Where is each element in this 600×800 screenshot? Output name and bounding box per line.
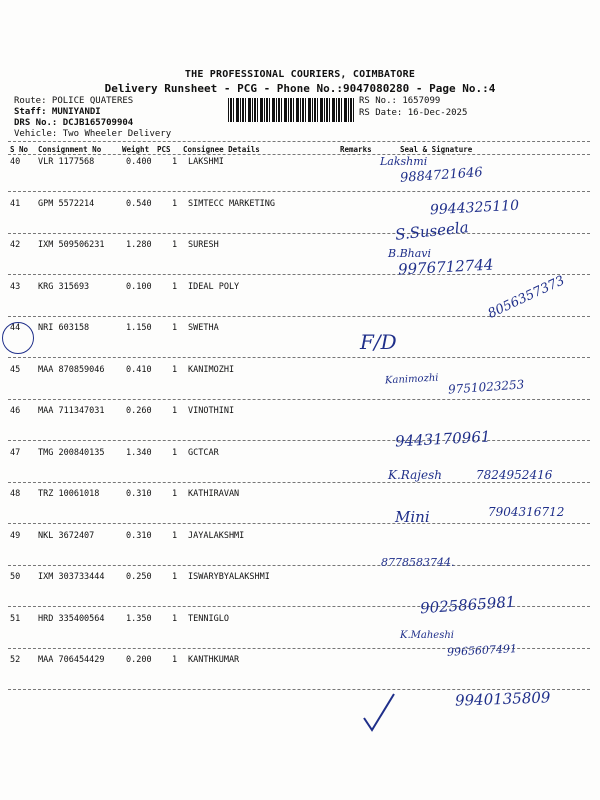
- handwritten-check-mark: [360, 690, 400, 735]
- row-pcs: 1: [172, 489, 178, 499]
- table-row: [0, 531, 600, 551]
- row-pcs: 1: [172, 613, 178, 624]
- row-sno: 42: [10, 240, 21, 250]
- row-consignment: TRZ 10061018: [38, 489, 100, 499]
- row-consignment: IXM 509506231: [38, 240, 105, 250]
- sig-phone-51: 9965607491: [446, 642, 518, 659]
- sig-phone-52: 9940135809: [454, 688, 551, 710]
- row-consignee: IDEAL POLY: [188, 281, 240, 292]
- row-weight: 1.350: [126, 613, 152, 624]
- row-weight: 0.540: [126, 198, 152, 209]
- row-consignee: VINOTHINI: [188, 406, 235, 416]
- row-divider: [8, 565, 590, 566]
- sig-lakshmi: Lakshmi: [380, 155, 428, 168]
- sig-phone-42: 9976712744: [397, 255, 494, 279]
- table-row: [0, 572, 600, 592]
- row-consignee: JAYALAKSHMI: [188, 530, 245, 541]
- col-seal: Seal & Signature: [400, 145, 473, 154]
- row-consignment: HRD 335400564: [38, 613, 105, 624]
- row-divider: [8, 399, 590, 400]
- sig-suseela: S.Suseela: [394, 218, 470, 244]
- row-weight: 0.400: [126, 157, 152, 167]
- row-weight: 0.310: [126, 530, 152, 541]
- row-consignment: NRI 603158: [38, 323, 90, 333]
- row-sno: 50: [10, 572, 21, 582]
- sig-phone-46: 9443170961: [394, 427, 491, 451]
- row-consignee: GCTCAR: [188, 447, 219, 458]
- row-divider: [8, 191, 590, 192]
- row-consignment: IXM 303733444: [38, 572, 105, 582]
- row-weight: 1.150: [126, 323, 152, 333]
- row-weight: 0.260: [126, 406, 152, 416]
- sig-bhavi: B.Bhavi: [388, 247, 432, 260]
- row-consignment: MAA 706454429: [38, 655, 105, 665]
- row-divider: [8, 523, 590, 524]
- row-weight: 1.340: [126, 447, 152, 458]
- row-consignment: VLR 1177568: [38, 157, 95, 167]
- row-pcs: 1: [172, 281, 178, 292]
- row-sno: 43: [10, 281, 21, 292]
- table-row: [0, 240, 600, 260]
- row-consignee: LAKSHMI: [188, 157, 224, 167]
- row-pcs: 1: [172, 530, 178, 541]
- row-pcs: 1: [172, 364, 178, 375]
- row-pcs: 1: [172, 572, 178, 582]
- row-consignment: GPM 5572214: [38, 198, 95, 209]
- sig-maheshi: K.Maheshi: [400, 630, 454, 641]
- row-weight: 0.410: [126, 364, 152, 375]
- row-weight: 0.100: [126, 281, 152, 292]
- row-consignment: MAA 711347031: [38, 406, 105, 416]
- sig-phone-41: 9944325110: [429, 197, 520, 219]
- route-text: Route: POLICE QUATERES: [14, 96, 134, 106]
- sig-phone-43: 8056357373: [485, 273, 568, 322]
- row-consignment: MAA 870859046: [38, 364, 105, 375]
- runsheet-subtitle: Delivery Runsheet - PCG - Phone No.:9047080280 - Page No.:4: [104, 82, 496, 95]
- row-divider: [8, 440, 590, 441]
- row-sno: 49: [10, 530, 21, 541]
- row-consignee: SWETHA: [188, 323, 219, 333]
- sig-rajesh: K.Rajesh: [388, 468, 442, 482]
- col-sno: S No: [10, 145, 29, 154]
- row-weight: 1.280: [126, 240, 152, 250]
- table-row: [0, 614, 600, 634]
- sig-fd: F/D: [360, 330, 397, 354]
- rs-number: RS No.: 1657099: [359, 96, 441, 106]
- vehicle-text: Vehicle: Two Wheeler Delivery: [14, 129, 172, 139]
- sig-phone-49: 8778583744.: [381, 556, 455, 569]
- rs-date: RS Date: 16-Dec-2025: [359, 108, 468, 118]
- row-pcs: 1: [172, 655, 178, 665]
- row-pcs: 1: [172, 406, 178, 416]
- row-consignee: KATHIRAVAN: [188, 489, 240, 499]
- row-consignee: SURESH: [188, 240, 219, 250]
- table-row: [0, 157, 600, 177]
- barcode: [228, 98, 355, 122]
- header-divider-top: [8, 141, 590, 142]
- row-consignment: KRG 315693: [38, 281, 90, 292]
- row-sno: 47: [10, 447, 21, 458]
- col-pcs: PCS: [157, 145, 171, 154]
- col-weight: Weight: [122, 145, 150, 154]
- row-weight: 0.310: [126, 489, 152, 499]
- row-pcs: 1: [172, 157, 178, 167]
- col-consignment: Consignment No: [38, 145, 102, 154]
- row-weight: 0.250: [126, 572, 152, 582]
- row-pcs: 1: [172, 323, 178, 333]
- row-sno: 51: [10, 613, 21, 624]
- col-consignee: Consignee Details: [183, 145, 260, 154]
- handwritten-circle: [2, 322, 34, 354]
- table-row: [0, 655, 600, 675]
- row-consignment: NKL 3672407: [38, 530, 95, 541]
- drs-text: DRS No.: DCJB165709904: [14, 118, 134, 128]
- row-consignment: TMG 200840135: [38, 447, 105, 458]
- row-divider: [8, 274, 590, 275]
- row-consignee: ISWARYBYALAKSHMI: [188, 572, 270, 582]
- row-sno: 48: [10, 489, 21, 499]
- row-weight: 0.200: [126, 655, 152, 665]
- row-sno: 46: [10, 406, 21, 416]
- row-divider: [8, 357, 590, 358]
- row-sno: 41: [10, 198, 21, 209]
- sig-kanimozhi: Kanimozhi: [384, 372, 439, 387]
- row-consignee: SIMTECC MARKETING: [188, 198, 275, 209]
- row-consignee: KANIMOZHI: [188, 364, 235, 375]
- row-pcs: 1: [172, 447, 178, 458]
- row-sno: 45: [10, 364, 21, 375]
- row-sno: 44: [10, 323, 21, 333]
- sig-phone-50: 9025865981: [419, 592, 516, 618]
- sig-mini: Mini: [395, 508, 430, 526]
- header-divider-bottom: [8, 154, 590, 155]
- staff-text: Staff: MUNIYANDI: [14, 107, 101, 117]
- sig-phone-48: 7904316712: [488, 505, 565, 519]
- sig-phone-47: 7824952416: [476, 468, 553, 482]
- row-divider: [8, 233, 590, 234]
- company-title: THE PROFESSIONAL COURIERS, COIMBATORE: [184, 69, 416, 80]
- table-row: [0, 323, 600, 343]
- row-pcs: 1: [172, 240, 178, 250]
- sig-phone-40: 9884721646: [399, 165, 484, 186]
- row-consignee: KANTHKUMAR: [188, 655, 240, 665]
- row-pcs: 1: [172, 198, 178, 209]
- col-remarks: Remarks: [340, 145, 372, 154]
- row-consignee: TENNIGLO: [188, 613, 229, 624]
- table-row: [0, 448, 600, 468]
- sig-phone-45: 9751023253: [447, 377, 525, 397]
- row-sno: 40: [10, 157, 21, 167]
- row-sno: 52: [10, 655, 21, 665]
- table-row: [0, 406, 600, 426]
